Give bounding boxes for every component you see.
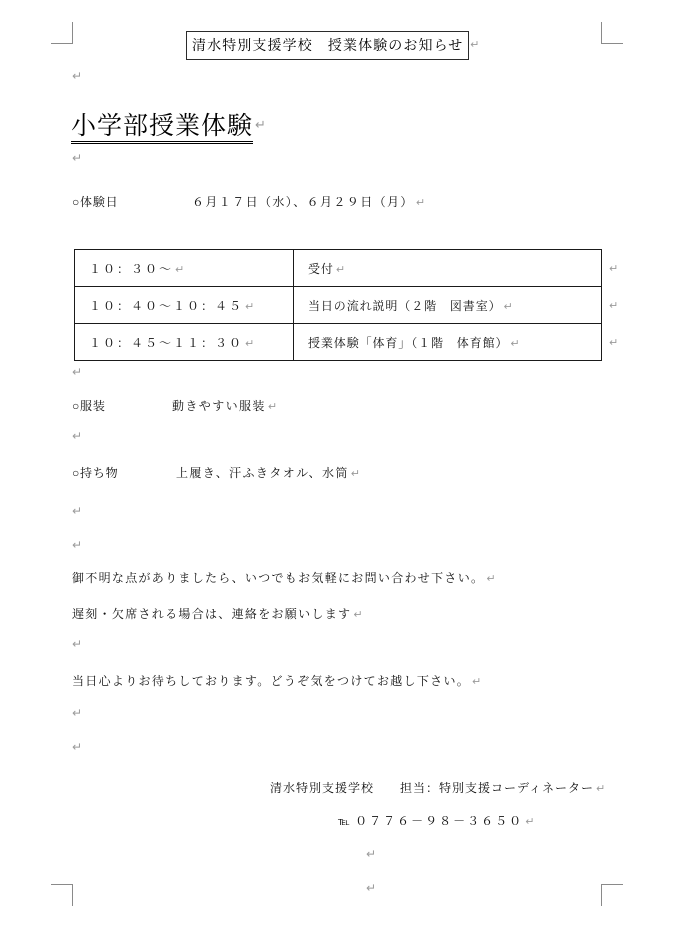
experience-date-label: ○体験日 — [72, 195, 119, 209]
pilcrow-mark: ↵ — [596, 782, 606, 795]
pilcrow-mark: ↵ — [415, 196, 426, 209]
note-line-3 — [72, 672, 481, 689]
pilcrow-mark: ↵ — [503, 299, 513, 313]
margin-mark-top-right — [601, 22, 623, 44]
belongings-value — [176, 464, 360, 481]
signature-telephone — [338, 812, 534, 829]
document-title-text: 清水特別支援学校 授業体験のお知らせ — [192, 37, 464, 53]
schedule-time-cell — [75, 287, 294, 324]
pilcrow-mark: ↵ — [72, 706, 83, 720]
table-row — [75, 287, 602, 324]
page-heading-text: 小学部授業体験 — [71, 112, 253, 144]
pilcrow-mark: ↵ — [72, 538, 83, 552]
note-line-2-text: 遅刻・欠席される場合は、連絡をお願いします — [72, 607, 352, 621]
note-line-3-text: 当日心よりお待ちしております。どうぞ気をつけてお越し下さい。 — [72, 674, 471, 688]
clothing-value — [172, 397, 277, 414]
schedule-desc-cell — [294, 324, 602, 361]
note-line-1 — [72, 569, 496, 586]
pilcrow-mark: ↵ — [609, 262, 619, 275]
pilcrow-mark: ↵ — [255, 118, 266, 133]
pilcrow-mark: ↵ — [525, 815, 535, 828]
clothing-label: ○服装 — [72, 399, 106, 413]
pilcrow-mark: ↵ — [510, 336, 520, 350]
schedule-desc-text: 当日の流れ説明（２階 図書室） — [308, 298, 502, 313]
pilcrow-mark: ↵ — [72, 151, 83, 165]
pilcrow-mark: ↵ — [72, 504, 83, 518]
margin-mark-top-left — [51, 22, 73, 44]
schedule-desc-cell — [294, 250, 602, 287]
schedule-time-cell — [75, 324, 294, 361]
pilcrow-mark: ↵ — [72, 740, 83, 754]
belongings-value-text: 上履き、汗ふきタオル、水筒 — [176, 466, 349, 480]
pilcrow-mark: ↵ — [350, 467, 360, 480]
clothing-value-text: 動きやすい服装 — [172, 399, 266, 413]
schedule-time-text: １０：４５～１１：３０ — [89, 335, 244, 350]
note-line-2 — [72, 605, 363, 622]
schedule-desc-text: 受付 — [308, 261, 334, 276]
schedule-desc-cell — [294, 287, 602, 324]
signature-school-contact-text: 清水特別支援学校 担当：特別支援コーディネーター — [270, 781, 595, 795]
pilcrow-mark: ↵ — [472, 675, 482, 688]
pilcrow-mark: ↵ — [245, 336, 255, 350]
schedule-table — [74, 249, 602, 361]
telephone-number-text: ０７７６－９８－３６５０ — [355, 814, 524, 828]
pilcrow-mark: ↵ — [72, 429, 83, 443]
schedule-time-cell — [75, 250, 294, 287]
experience-date-value — [192, 193, 425, 210]
experience-date-text: ６月１７日（水）、６月２９日（月） — [192, 195, 414, 209]
document-title-box — [186, 31, 480, 60]
signature-school-contact — [270, 779, 605, 796]
telephone-icon: ℡ — [338, 816, 350, 828]
note-line-1-text: 御不明な点がありましたら、いつでもお気軽にお問い合わせ下さい。 — [72, 571, 485, 585]
pilcrow-mark: ↵ — [366, 881, 377, 895]
pilcrow-mark: ↵ — [486, 572, 496, 585]
table-row — [75, 324, 602, 361]
belongings-label: ○持ち物 — [72, 466, 119, 480]
pilcrow-mark: ↵ — [245, 299, 255, 313]
pilcrow-mark: ↵ — [267, 400, 278, 413]
schedule-table-body — [75, 250, 602, 361]
pilcrow-mark: ↵ — [175, 262, 185, 276]
pilcrow-mark: ↵ — [72, 365, 83, 379]
table-row — [75, 250, 602, 287]
pilcrow-mark: ↵ — [72, 637, 83, 651]
pilcrow-mark: ↵ — [470, 38, 480, 51]
schedule-time-text: １０：４０～１０：４５ — [89, 298, 244, 313]
margin-mark-bottom-left — [51, 884, 73, 906]
page-heading — [71, 106, 266, 142]
pilcrow-mark: ↵ — [335, 262, 346, 276]
pilcrow-mark: ↵ — [366, 847, 377, 861]
margin-mark-bottom-right — [601, 884, 623, 906]
pilcrow-mark: ↵ — [609, 336, 619, 349]
schedule-desc-text: 授業体験「体育」（１階 体育館） — [308, 335, 509, 350]
pilcrow-mark: ↵ — [609, 299, 619, 312]
schedule-time-text: １０：３０～ — [89, 261, 174, 276]
pilcrow-mark: ↵ — [353, 608, 363, 621]
pilcrow-mark: ↵ — [72, 69, 83, 83]
